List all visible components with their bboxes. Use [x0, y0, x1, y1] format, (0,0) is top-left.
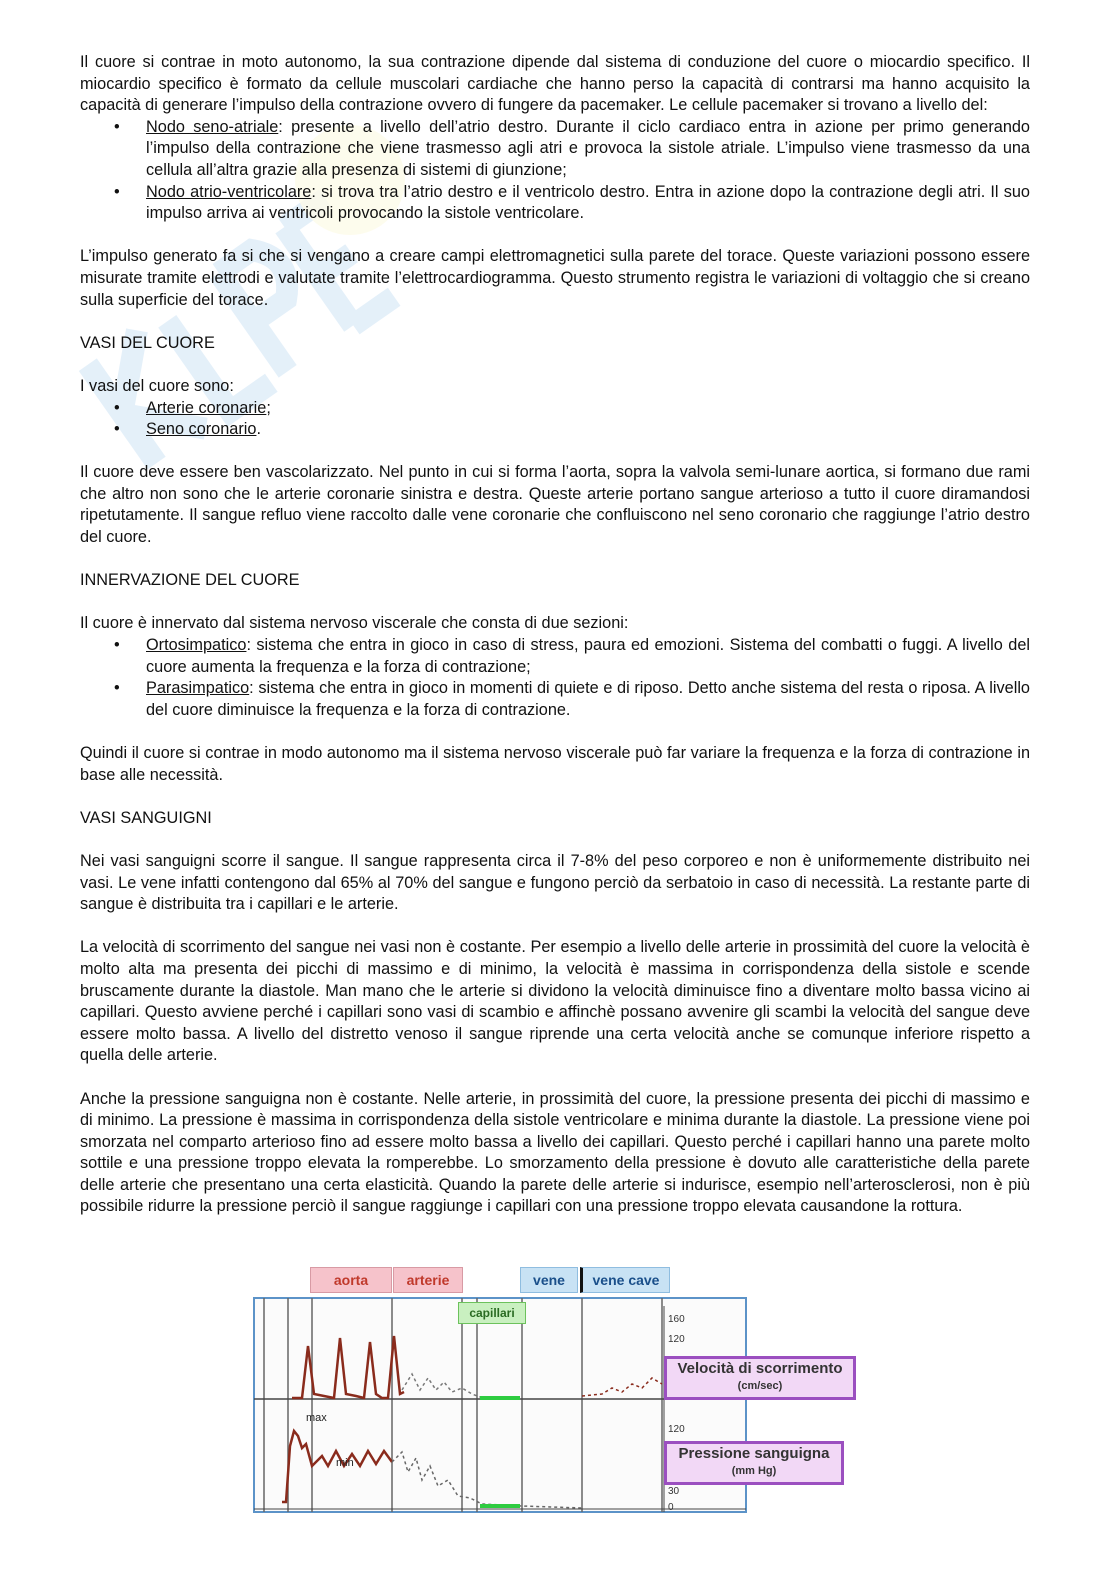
list-item: [80, 398, 1030, 420]
bullet-icon: •: [114, 636, 120, 655]
legend-velocita-unit: (cm/sec): [737, 1380, 783, 1392]
bullet-icon: •: [114, 398, 120, 417]
list-text: : si trova tra l’atrio destro e il ventricolo destro. Entra in azione dopo la contrazione degli atri. Il suo impulso arriva ai ventricoli provocando la sistole ventricolare.: [146, 182, 1030, 223]
legend-velocita-title: Velocità di scorrimento: [677, 1360, 843, 1377]
legend-pressione-unit: (mm Hg): [731, 1465, 777, 1477]
list-item: [80, 635, 1030, 678]
legend-pressione: [664, 1441, 844, 1485]
vasi-intro: I vasi del cuore sono:: [80, 376, 234, 395]
vasi-list: [80, 398, 1030, 441]
list-term: Ortosimpatico: [146, 636, 247, 655]
list-item: [80, 678, 1030, 721]
list-term: Seno coronario: [146, 420, 257, 439]
list-text: : sistema che entra in gioco in caso di stress, paura ed emozioni. Sistema del combatti o fuggi. A livello del cuore aumenta la frequenza e la forza di contrazione;: [146, 636, 1030, 676]
list-term: Nodo seno-atriale: [146, 117, 279, 136]
blood-flow-figure: [252, 1266, 862, 1516]
tick-label: 120: [668, 1334, 685, 1345]
pacemaker-list: [80, 117, 1030, 225]
tick-label: 30: [668, 1486, 680, 1497]
bullet-icon: •: [114, 117, 120, 136]
innervazione-list: [80, 635, 1030, 721]
label-vene-cave: vene cave: [580, 1267, 670, 1293]
tick-label: 0: [668, 1502, 674, 1513]
bullet-icon: •: [114, 679, 120, 698]
list-text: : presente a livello dell’atrio destro. Durante il ciclo cardiaco entra in azione per primo generando l’impulso della contrazione che viene trasmesso agli atri e provoca la sistole atriale. L’impulso viene trasmesso da una cellula all’altra grazie alla presenza di sistemi di giunzione;: [146, 117, 1030, 179]
label-arterie: arterie: [393, 1267, 463, 1293]
intro-paragraph: Il cuore si contrae in moto autonomo, la sua contrazione dipende dal sistema di conduzione del cuore o miocardio specifico. Il miocardio specifico è formato da cellule muscolari cardiache che hanno perso la capacità di contrarsi ma hanno acquisito la capacità di generare l’impulso della contrazione ovvero di fungere da pacemaker. Le cellule pacemaker si trovano a livello del:: [80, 53, 1030, 115]
list-item: [80, 182, 1030, 225]
sangue-paragraph-3: Anche la pressione sanguigna non è costante. Nelle arterie, in prossimità del cuore, la pressione presenta dei picchi di massimo e di minimo. La pressione è massima in corrispondenza della sistole ventricolare e minima durante la diastole. La pressione viene poi smorzata nel comparto arterioso fino ad essere molto bassa a livello dei capillari. Questo perché i capillari hanno una parete molto sottile e una pressione troppo elevata la romperebbe. Lo smorzamento della pressione è dovuto alle caratteristiche della parete delle arterie che presentano una certa elasticità. Quando la parete delle arterie si indurisce, esempio nell’arterosclerosi, non è più possibile ridurre la pressione perciò il sangue raggiunge i capillari con una pressione troppo elevata causandone la rottura.: [80, 1089, 1030, 1216]
list-term: Parasimpatico: [146, 679, 250, 698]
innervazione-paragraph: Quindi il cuore si contrae in modo autonomo ma il sistema nervoso viscerale può far variare la frequenza e la forza di contrazione in base alle necessità.: [80, 744, 1030, 784]
list-text: ;: [266, 398, 271, 417]
section-heading-vasi-cuore: VASI DEL CUORE: [80, 333, 215, 352]
tick-label: 120: [668, 1424, 685, 1435]
label-aorta: aorta: [310, 1267, 392, 1293]
label-vene: vene: [520, 1267, 578, 1293]
section-heading-innervazione: INNERVAZIONE DEL CUORE: [80, 571, 300, 590]
list-term: Arterie coronarie: [146, 398, 267, 417]
sangue-paragraph-1: Nei vasi sanguigni scorre il sangue. Il sangue rappresenta circa il 7-8% del peso corporeo e non è uniformemente distribuito nei vasi. Le vene infatti contengono dal 65% al 70% del sangue e fungono perciò da serbatoio in caso di necessità. La restante parte di sangue è distribuita tra i capillari e le arterie.: [80, 851, 1030, 914]
innervazione-intro: Il cuore è innervato dal sistema nervoso viscerale che consta di due sezioni:: [80, 614, 629, 633]
legend-pressione-title: Pressione sanguigna: [678, 1445, 830, 1462]
bullet-icon: •: [114, 182, 120, 201]
list-item: [80, 419, 1030, 441]
list-term: Nodo atrio-ventricolare: [146, 182, 312, 201]
ecg-paragraph: L’impulso generato fa si che si vengano a creare campi elettromagnetici sulla parete del torace. Queste variazioni possono essere misurate tramite elettrodi e valutate tramite l’elettrocardiogramma. Questo strumento registra le variazioni di voltaggio che si creano sulla superficie del torace.: [80, 247, 1030, 309]
legend-velocita: [664, 1356, 856, 1400]
section-heading-vasi-sanguigni: VASI SANGUIGNI: [80, 808, 212, 827]
tick-label: 160: [668, 1314, 685, 1325]
list-item: [80, 117, 1030, 182]
list-text: : sistema che entra in gioco in momenti di quiete e di riposo. Detto anche sistema del resta o riposa. A livello del cuore diminuisce la frequenza e la forza di contrazione.: [146, 679, 1030, 719]
sangue-paragraph-2: La velocità di scorrimento del sangue nei vasi non è costante. Per esempio a livello delle arterie in prossimità del cuore la velocità è molto alta ma presenta dei picchi di massimo e di minimo, la velocità è massima in corrispondenza della sistole e scende bruscamente durante la diastole. Man mano che le arterie si dividono la velocità diminuisce fino a diventare molto bassa vicino ai capillari. Questo avviene perché i capillari sono vasi di scambio e affinchè possano avvenire gli scambi la velocità del sangue deve essere molto bassa. A livello del distretto venoso il sangue riprende una certa velocità anche se comunque inferiore rispetto a quella delle arterie.: [80, 938, 1030, 1065]
list-text: .: [256, 420, 261, 439]
label-capillari: capillari: [458, 1302, 526, 1324]
bullet-icon: •: [114, 420, 120, 439]
vasi-paragraph: Il cuore deve essere ben vascolarizzato. Nel punto in cui si forma l’aorta, sopra la valvola semi-lunare aortica, si formano due rami che altro non sono che le arterie coronarie sinistra e destra. Queste arterie portano sangue arterioso a tutto il cuore diramandosi ripetutamente. Il sangue refluo viene raccolto dalle vene coronarie che confluiscono nel seno coronario che raggiunge l’atrio destro del cuore.: [80, 463, 1030, 547]
document-body: [80, 52, 1030, 1218]
annotation-min: min: [336, 1457, 354, 1469]
annotation-max: max: [306, 1412, 327, 1424]
